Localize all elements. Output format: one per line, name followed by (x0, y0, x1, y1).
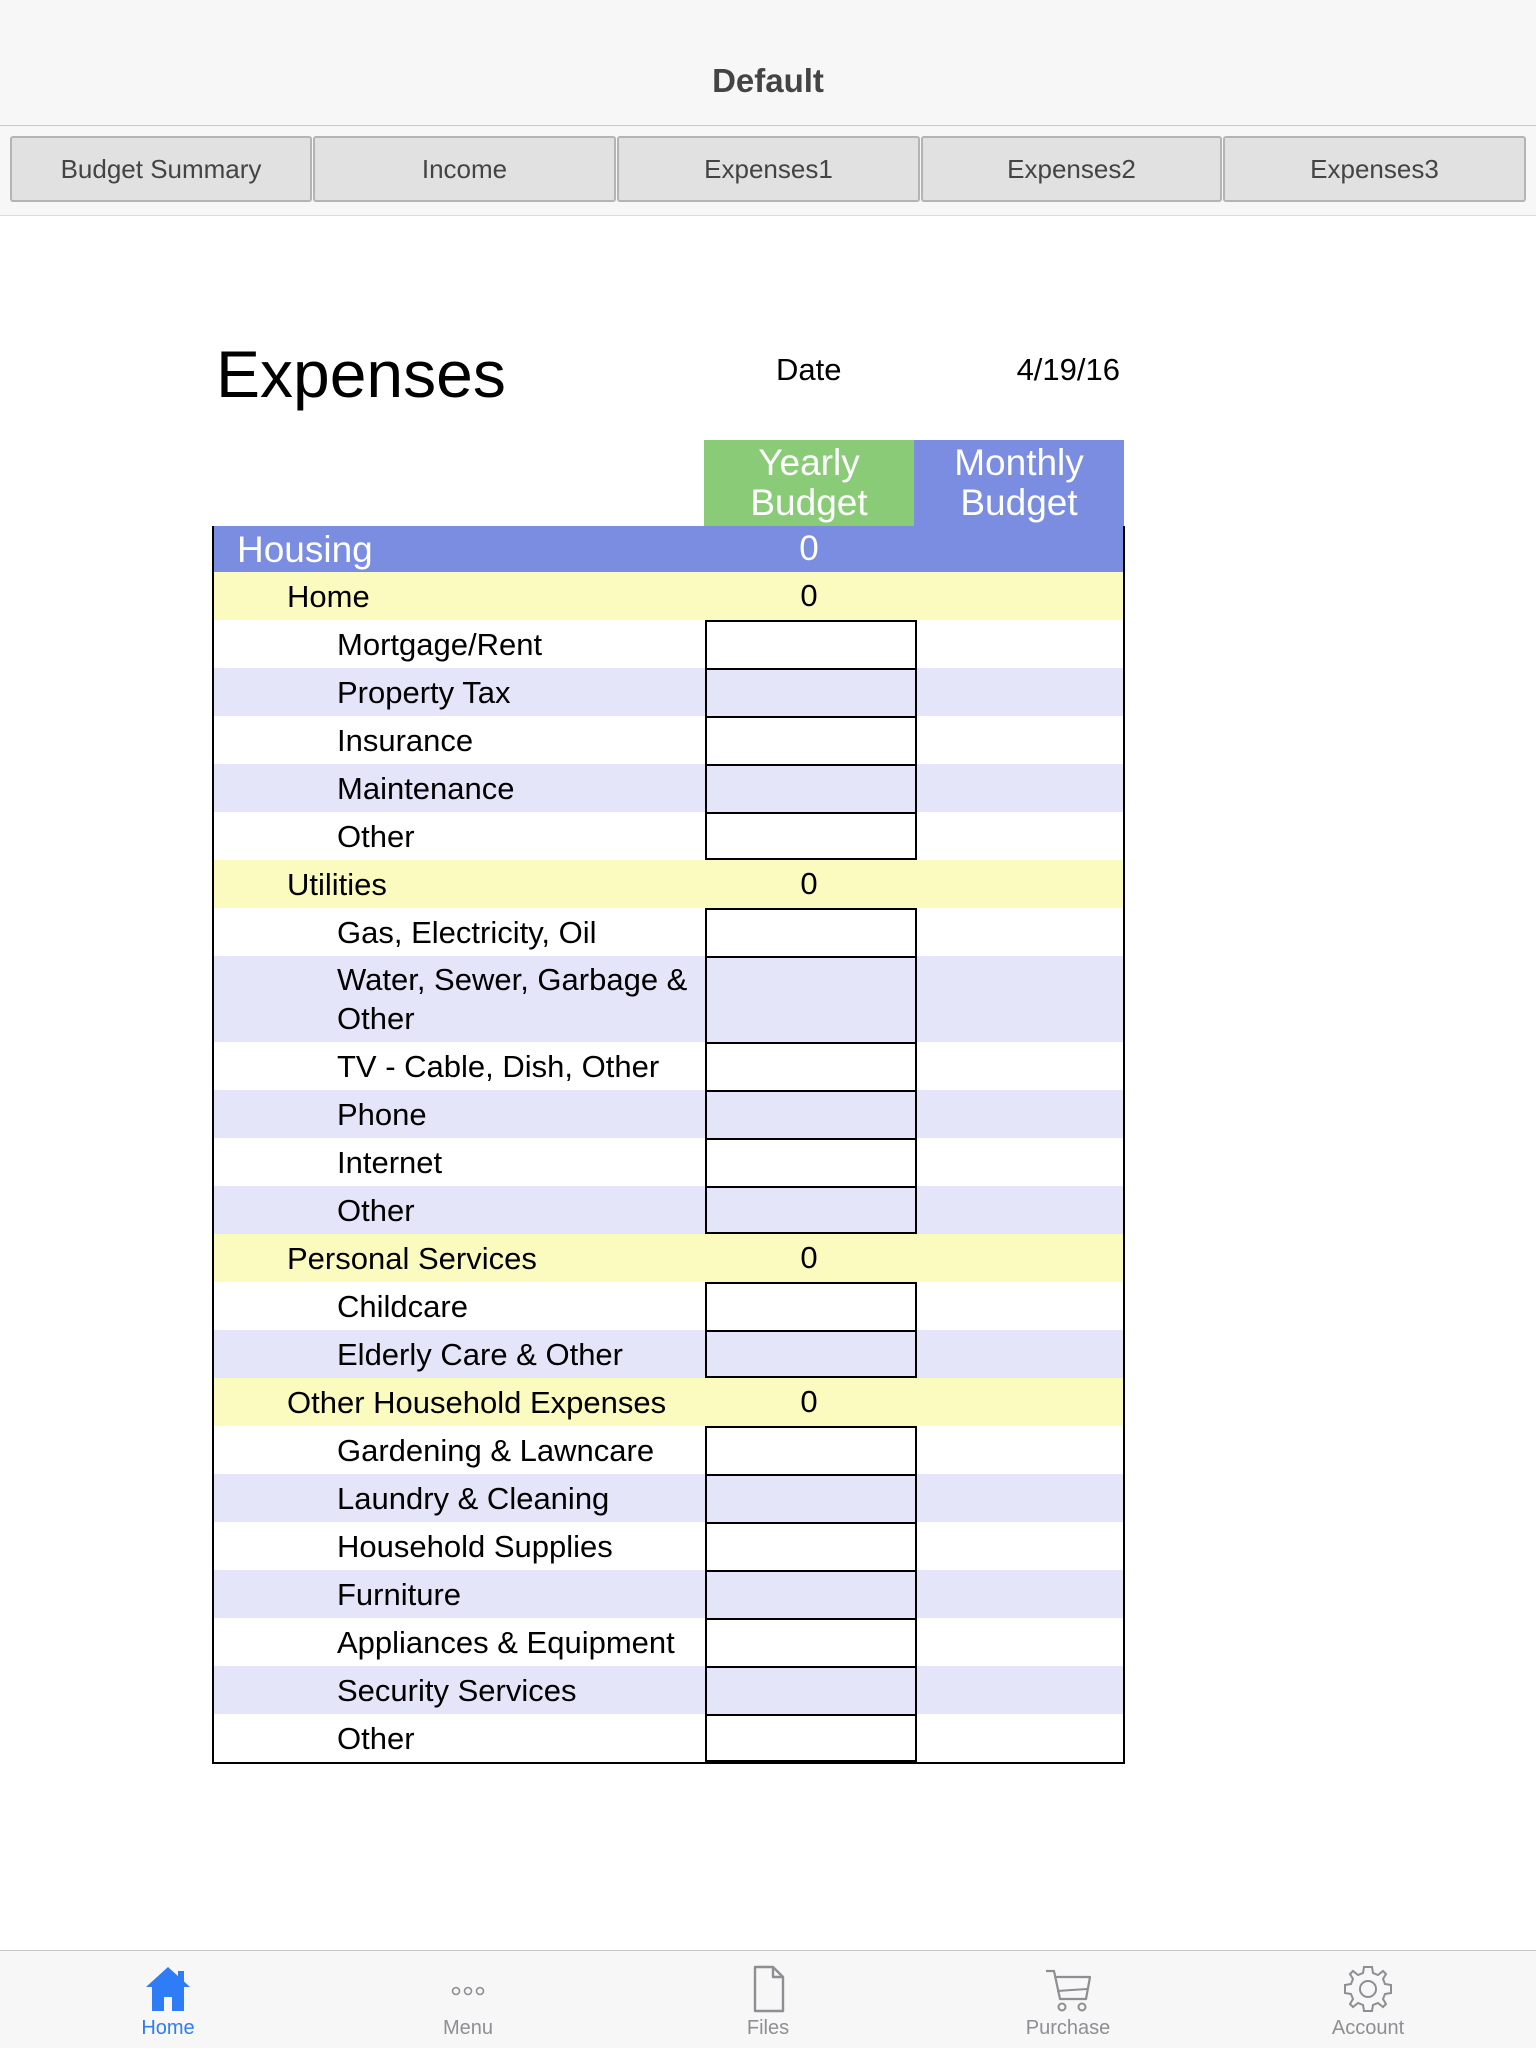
row-label: TV - Cable, Dish, Other (337, 1048, 660, 1084)
sheet-tab-bar (0, 126, 1536, 216)
table-row (214, 1090, 1123, 1138)
expenses-table (212, 526, 1125, 1764)
table-row (214, 908, 1123, 956)
housing-label: Housing (237, 528, 373, 570)
housing-total: 0 (799, 529, 819, 568)
sheet-title: Expenses (216, 337, 506, 411)
date-value[interactable]: 4/19/16 (1016, 352, 1120, 387)
yearly-budget-input[interactable] (705, 1186, 917, 1234)
table-row (214, 1138, 1123, 1186)
group-label: Utilities (287, 866, 387, 902)
bottom-tab-label: Purchase (1025, 2017, 1111, 2039)
bottom-tab-label: Files (746, 2017, 790, 2039)
group-row-personal-services (214, 1234, 1123, 1282)
row-label: Internet (337, 1144, 443, 1180)
row-label: Gardening & Lawncare (337, 1432, 655, 1468)
row-label: Furniture (337, 1576, 462, 1612)
group-total: 0 (800, 1384, 818, 1419)
more-icon (440, 1963, 496, 2015)
yearly-budget-input[interactable] (705, 1666, 917, 1714)
navigation-bar (0, 0, 1536, 126)
row-label: Security Services (337, 1672, 577, 1708)
bottom-tab-label: Menu (442, 2017, 494, 2039)
row-label: Elderly Care & Other (337, 1336, 623, 1372)
tab-expenses2[interactable]: Expenses2 (921, 136, 1222, 202)
table-row (214, 1042, 1123, 1090)
yearly-budget-input[interactable] (705, 1330, 917, 1378)
tab-budget-summary[interactable]: Budget Summary (10, 136, 312, 202)
row-label: Childcare (337, 1288, 468, 1324)
yearly-budget-input[interactable] (705, 1618, 917, 1666)
row-label: Phone (337, 1096, 427, 1132)
table-row (214, 1282, 1123, 1330)
yearly-budget-input[interactable] (705, 1090, 917, 1138)
row-label: Other (337, 1192, 415, 1228)
gear-icon (1340, 1963, 1396, 2015)
yearly-budget-input[interactable] (705, 716, 917, 764)
yearly-budget-input[interactable] (705, 1714, 917, 1762)
row-label: Mortgage/Rent (337, 626, 543, 662)
yearly-budget-input[interactable] (705, 764, 917, 812)
group-total: 0 (800, 578, 818, 613)
home-icon (140, 1963, 196, 2015)
bottom-tab-label: Account (1331, 2017, 1405, 2039)
group-total: 0 (800, 1240, 818, 1275)
table-row (214, 1522, 1123, 1570)
yearly-budget-input[interactable] (705, 956, 917, 1042)
yearly-budget-header-label: Yearly Budget (750, 442, 868, 523)
date-label: Date (776, 352, 842, 387)
group-row-other-household (214, 1378, 1123, 1426)
yearly-budget-input[interactable] (705, 1522, 917, 1570)
table-row (214, 1474, 1123, 1522)
yearly-budget-input[interactable] (705, 1042, 917, 1090)
yearly-budget-input[interactable] (705, 1138, 917, 1186)
yearly-budget-input[interactable] (705, 1570, 917, 1618)
table-row (214, 1618, 1123, 1666)
yearly-budget-input[interactable] (705, 668, 917, 716)
row-label: Other (337, 1720, 415, 1756)
row-label: Laundry & Cleaning (337, 1480, 610, 1516)
bottom-tab-purchase[interactable] (968, 1951, 1168, 2049)
yearly-budget-input[interactable] (705, 620, 917, 668)
monthly-budget-header-label: Monthly Budget (954, 442, 1084, 523)
table-row (214, 1426, 1123, 1474)
group-row-utilities (214, 860, 1123, 908)
bottom-tab-label: Home (141, 2017, 195, 2039)
tab-expenses1[interactable]: Expenses1 (617, 136, 920, 202)
group-label: Home (287, 578, 370, 614)
monthly-budget-header (914, 440, 1124, 526)
bottom-tab-menu[interactable] (368, 1951, 568, 2049)
file-icon (740, 1963, 796, 2015)
table-row (214, 812, 1123, 860)
yearly-budget-input[interactable] (705, 908, 917, 956)
row-label: Household Supplies (337, 1528, 613, 1564)
yearly-budget-input[interactable] (705, 1282, 917, 1330)
housing-row (214, 526, 1123, 572)
table-row (214, 1186, 1123, 1234)
table-row (214, 764, 1123, 812)
row-label: Maintenance (337, 770, 515, 806)
yearly-budget-header (704, 440, 914, 526)
row-label: Water, Sewer, Garbage & Other (337, 962, 688, 1036)
group-label: Personal Services (287, 1240, 537, 1276)
table-row (214, 1714, 1123, 1762)
bottom-tab-account[interactable] (1268, 1951, 1468, 2049)
table-row (214, 716, 1123, 764)
table-row (214, 956, 1123, 1042)
yearly-budget-input[interactable] (705, 1426, 917, 1474)
cart-icon (1040, 1963, 1096, 2015)
row-label: Property Tax (337, 674, 511, 710)
bottom-tab-home[interactable] (68, 1951, 268, 2049)
group-label: Other Household Expenses (287, 1384, 667, 1420)
table-row (214, 668, 1123, 716)
row-label: Insurance (337, 722, 474, 758)
table-row (214, 1666, 1123, 1714)
group-total: 0 (800, 866, 818, 901)
tab-income[interactable]: Income (313, 136, 616, 202)
yearly-budget-input[interactable] (705, 812, 917, 860)
tab-expenses3[interactable]: Expenses3 (1223, 136, 1526, 202)
nav-title: Default (712, 62, 824, 99)
row-label: Appliances & Equipment (337, 1624, 675, 1660)
group-row-home (214, 572, 1123, 620)
table-row (214, 1570, 1123, 1618)
table-row (214, 620, 1123, 668)
bottom-tab-bar (0, 1950, 1536, 2048)
row-label: Gas, Electricity, Oil (337, 914, 597, 950)
yearly-budget-input[interactable] (705, 1474, 917, 1522)
table-row (214, 1330, 1123, 1378)
bottom-tab-files[interactable] (668, 1951, 868, 2049)
row-label: Other (337, 818, 415, 854)
